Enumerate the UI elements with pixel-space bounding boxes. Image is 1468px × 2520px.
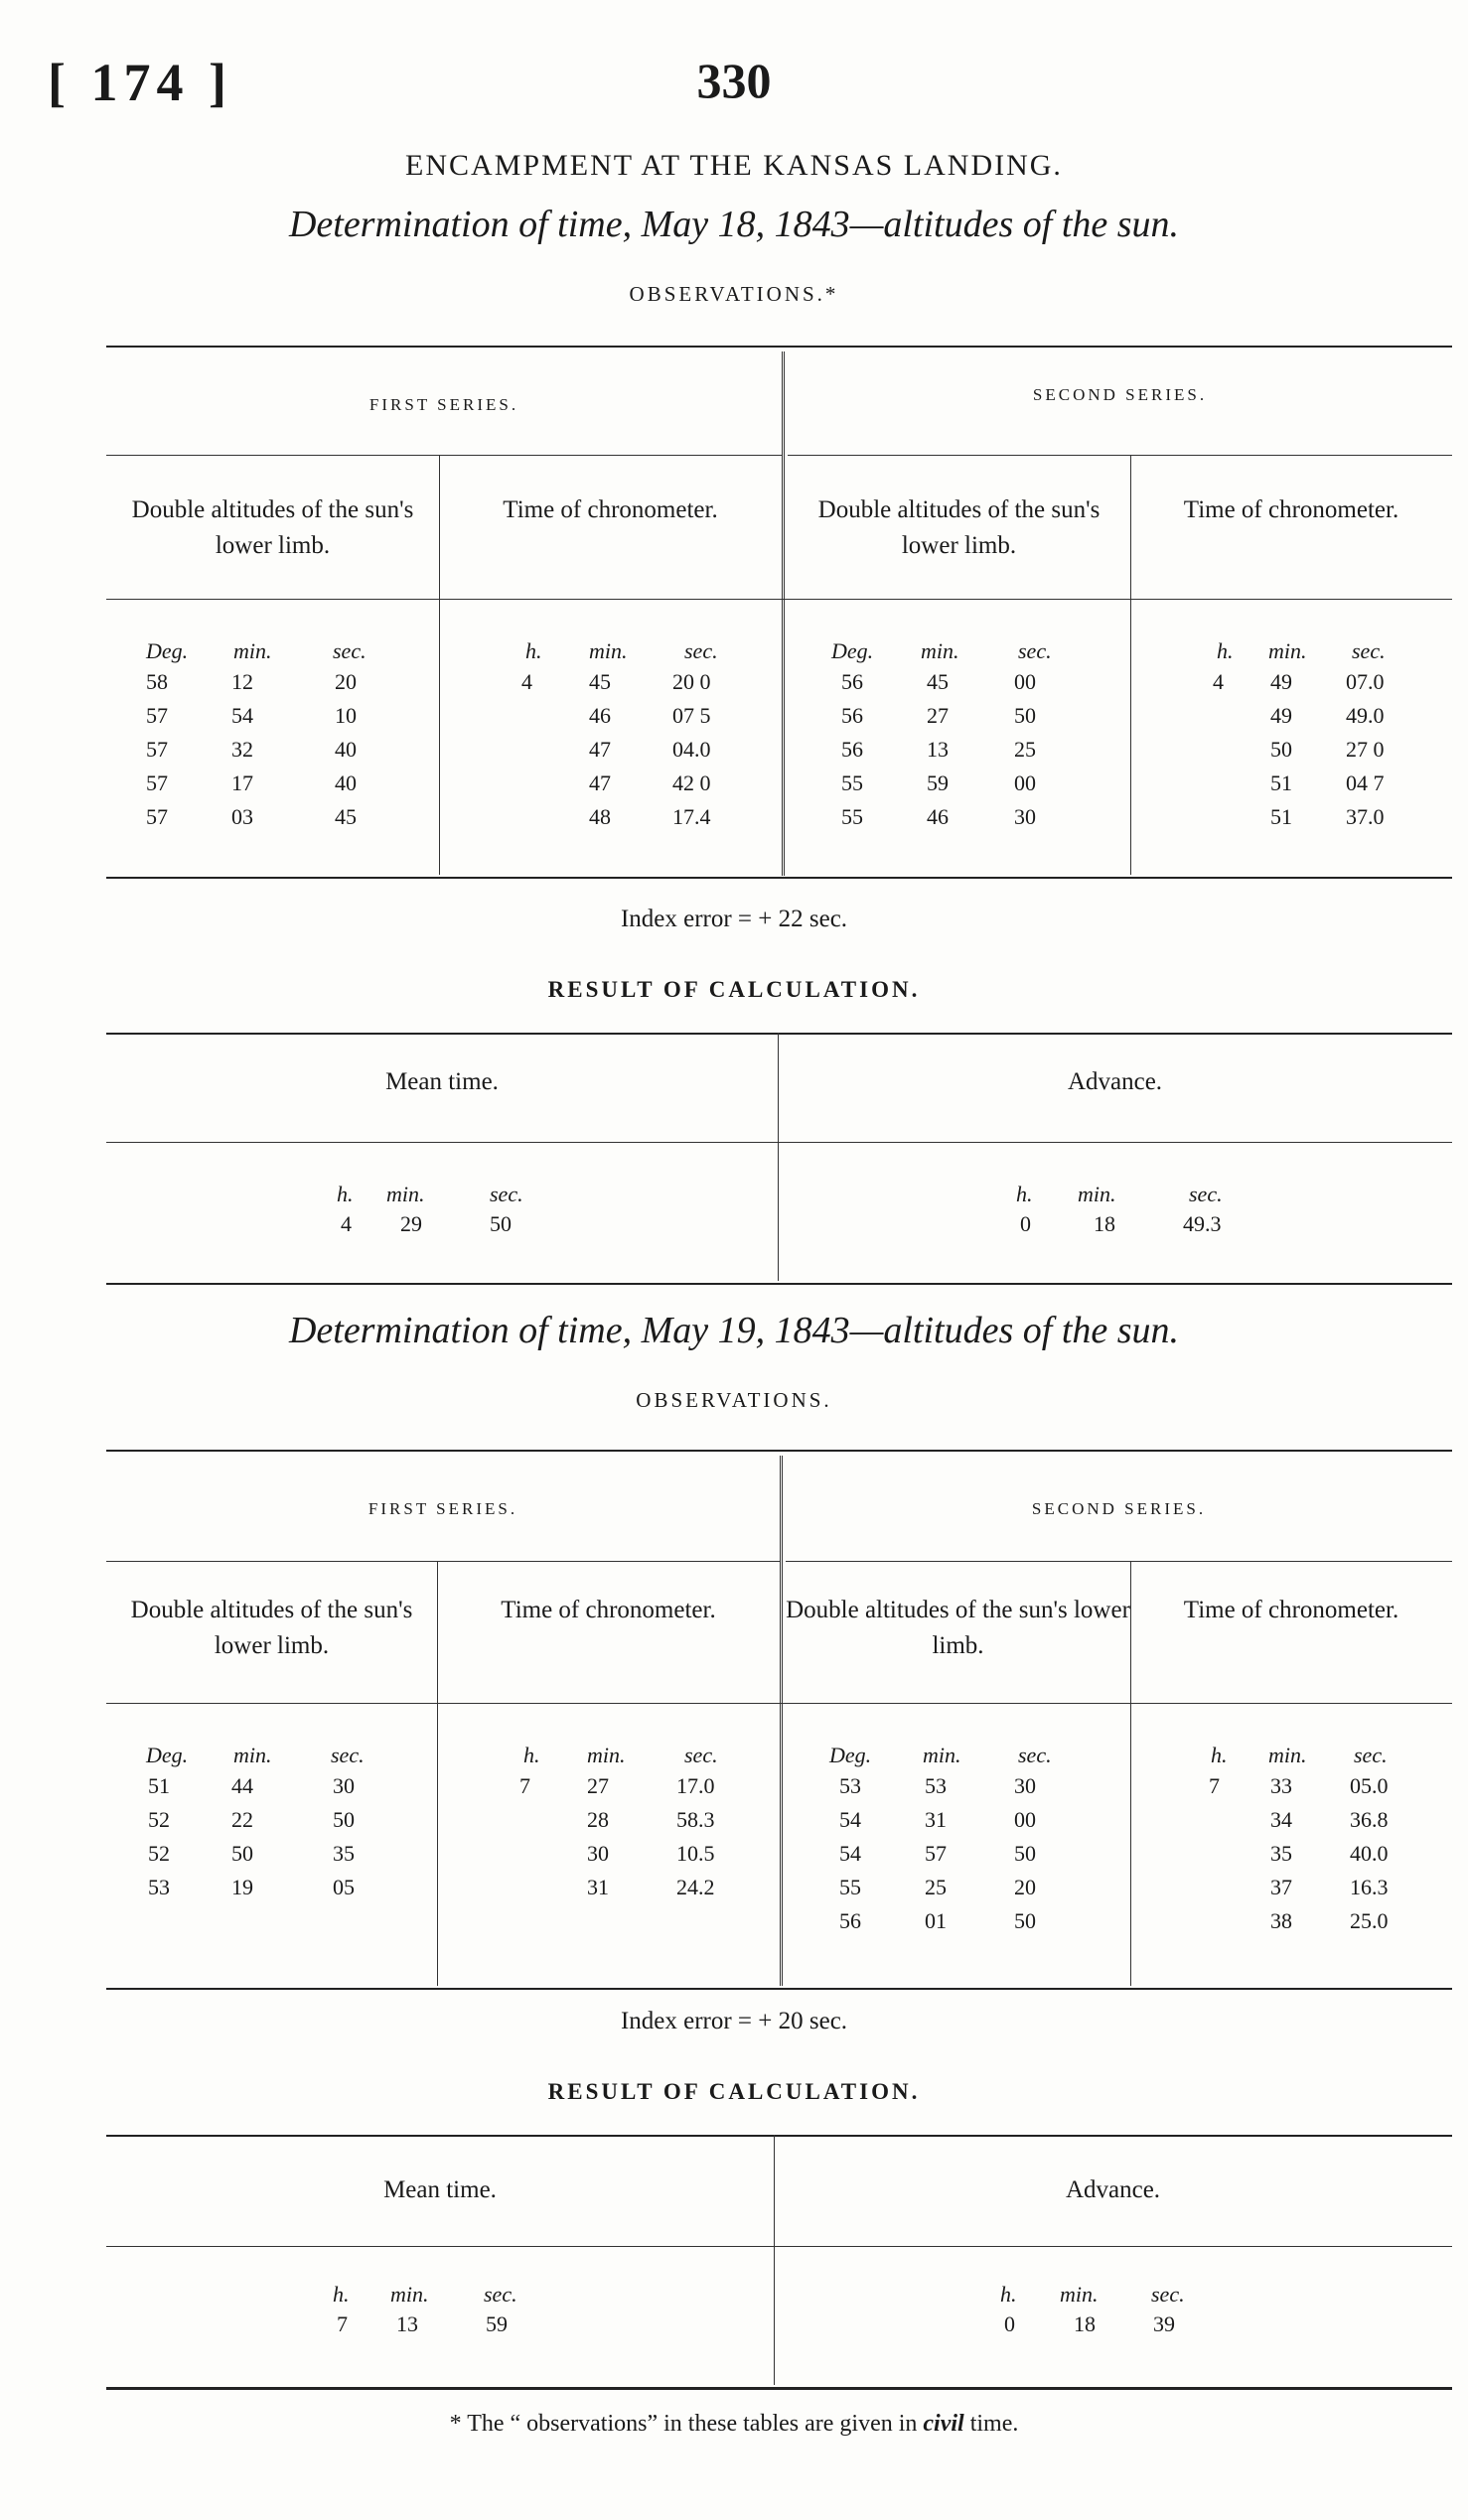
section1-subtitle: Determination of time, May 18, 1843—altitudes of the sun. xyxy=(288,204,1180,245)
table-row: 51 37.0 xyxy=(1270,804,1385,829)
section2-second-series-label: SECOND SERIES. xyxy=(1031,1499,1207,1518)
section2-first-series-label: FIRST SERIES. xyxy=(367,1499,518,1518)
section1-first-time-header: Time of chronometer. xyxy=(503,496,718,523)
time-hour: 4 xyxy=(521,669,532,694)
footnote: * The “ observations” in these tables are given in civil time. xyxy=(449,2411,1019,2437)
table-row: 54 57 50 xyxy=(839,1841,1036,1866)
table-row: 55 46 30 xyxy=(841,804,1036,829)
section1-result-caption: RESULT OF CALCULATION. xyxy=(547,977,921,1002)
table-row: 49 07.0 xyxy=(1270,669,1385,694)
table-row: 48 17.4 xyxy=(589,804,711,829)
unit-sec: sec. xyxy=(1018,638,1052,663)
unit-deg: Deg. xyxy=(146,638,189,663)
unit-min: min. xyxy=(921,638,959,663)
unit-sec: sec. xyxy=(1018,1743,1052,1767)
table-row: 31 24.2 xyxy=(587,1875,715,1899)
section2-result-caption: RESULT OF CALCULATION. xyxy=(547,2079,921,2104)
section2-result-table xyxy=(106,2135,1452,2395)
document-reference: [ 174 ] xyxy=(48,53,232,112)
section2-observations-table xyxy=(106,1450,1452,1996)
unit-sec: sec. xyxy=(333,638,367,663)
section1-advance-value: 0 18 49.3 xyxy=(1020,1211,1222,1236)
unit-h: h. xyxy=(523,1743,540,1767)
section1-second-time-header: Time of chronometer. xyxy=(1183,496,1399,523)
unit-h: h. xyxy=(1217,638,1234,663)
table-row: 47 04.0 xyxy=(589,737,711,762)
unit-h: h. xyxy=(1016,1182,1033,1206)
unit-sec: sec. xyxy=(490,1182,523,1206)
table-row: 56 27 50 xyxy=(841,703,1036,728)
unit-min: min. xyxy=(1078,1182,1116,1206)
table-row: 53 19 05 xyxy=(148,1875,355,1899)
section2-first-altitude-header: Double altitudes of the sun's lower limb. xyxy=(130,1597,413,1659)
time-hour: 7 xyxy=(519,1773,530,1798)
section1-second-altitude-header: Double altitudes of the sun's lower limb. xyxy=(817,496,1101,559)
section1-observations-caption: OBSERVATIONS.* xyxy=(629,282,839,306)
section1-first-altitude-header: Double altitudes of the sun's lower limb. xyxy=(131,496,414,559)
section1-mean-time-value: 4 29 50 xyxy=(341,1211,512,1236)
unit-min: min. xyxy=(589,638,628,663)
table-row: 27 17.0 xyxy=(587,1773,715,1798)
table-row: 55 25 20 xyxy=(839,1875,1036,1899)
unit-sec: sec. xyxy=(1189,1182,1223,1206)
unit-h: h. xyxy=(333,2282,350,2307)
table-row: 52 22 50 xyxy=(148,1807,355,1832)
section2-observations-caption: OBSERVATIONS. xyxy=(636,1388,832,1412)
table-row: 30 10.5 xyxy=(587,1841,715,1866)
section1-observations-table xyxy=(106,346,1452,887)
time-hour: 4 xyxy=(1213,669,1224,694)
time-hour: 7 xyxy=(1209,1773,1220,1798)
table-row: 57 03 45 xyxy=(146,804,357,829)
unit-min: min. xyxy=(1060,2282,1099,2307)
unit-min: min. xyxy=(386,1182,425,1206)
unit-min: min. xyxy=(1268,1743,1307,1767)
table-row: 54 31 00 xyxy=(839,1807,1036,1832)
table-row: 33 05.0 xyxy=(1270,1773,1389,1798)
unit-min: min. xyxy=(233,638,272,663)
unit-h: h. xyxy=(1000,2282,1017,2307)
unit-sec: sec. xyxy=(331,1743,365,1767)
table-row: 56 45 00 xyxy=(841,669,1036,694)
unit-deg: Deg. xyxy=(831,638,874,663)
table-row: 45 20 0 xyxy=(589,669,711,694)
unit-min: min. xyxy=(587,1743,626,1767)
section1-mean-time-label: Mean time. xyxy=(385,1068,499,1095)
section1-second-series-label: SECOND SERIES. xyxy=(1032,385,1208,404)
table-row: 37 16.3 xyxy=(1270,1875,1389,1899)
unit-min: min. xyxy=(1268,638,1307,663)
unit-min: min. xyxy=(390,2282,429,2307)
table-row: 56 13 25 xyxy=(841,737,1036,762)
table-row: 58 12 20 xyxy=(146,669,357,694)
table-row: 56 01 50 xyxy=(839,1908,1036,1933)
section1-first-series-label: FIRST SERIES. xyxy=(368,395,519,414)
section1-result-table xyxy=(106,1033,1452,1291)
unit-sec: sec. xyxy=(484,2282,517,2307)
table-row: 55 59 00 xyxy=(841,770,1036,795)
unit-sec: sec. xyxy=(1354,1743,1388,1767)
section2-second-altitude-header: Double altitudes of the sun's lower limb. xyxy=(786,1597,1130,1659)
table-row: 57 54 10 xyxy=(146,703,357,728)
table-row: 35 40.0 xyxy=(1270,1841,1389,1866)
unit-min: min. xyxy=(923,1743,961,1767)
section2-mean-time-value: 7 13 59 xyxy=(337,2311,508,2336)
table-row: 38 25.0 xyxy=(1270,1908,1389,1933)
page-title: ENCAMPMENT AT THE KANSAS LANDING. xyxy=(405,149,1063,182)
unit-min: min. xyxy=(233,1743,272,1767)
table-row: 34 36.8 xyxy=(1270,1807,1389,1832)
section2-mean-time-label: Mean time. xyxy=(383,2176,497,2203)
unit-sec: sec. xyxy=(1352,638,1386,663)
table-row: 49 49.0 xyxy=(1270,703,1385,728)
table-row: 57 32 40 xyxy=(146,737,357,762)
unit-h: h. xyxy=(1211,1743,1228,1767)
section1-index-error: Index error = + 22 sec. xyxy=(620,906,848,932)
section2-subtitle: Determination of time, May 19, 1843—altitudes of the sun. xyxy=(288,1310,1180,1351)
table-row: 47 42 0 xyxy=(589,770,711,795)
unit-h: h. xyxy=(525,638,542,663)
unit-sec: sec. xyxy=(684,1743,718,1767)
section2-second-time-header: Time of chronometer. xyxy=(1183,1597,1399,1623)
unit-h: h. xyxy=(337,1182,354,1206)
table-row: 53 53 30 xyxy=(839,1773,1036,1798)
table-row: 52 50 35 xyxy=(148,1841,355,1866)
section2-first-time-header: Time of chronometer. xyxy=(501,1597,716,1623)
page-header xyxy=(0,52,1468,121)
table-row: 51 44 30 xyxy=(148,1773,355,1798)
section2-advance-label: Advance. xyxy=(1065,2176,1161,2203)
unit-sec: sec. xyxy=(1151,2282,1185,2307)
page-number: 330 xyxy=(696,53,772,108)
section1-advance-label: Advance. xyxy=(1067,1068,1163,1095)
table-row: 51 04 7 xyxy=(1270,770,1385,795)
unit-deg: Deg. xyxy=(146,1743,189,1767)
table-row: 50 27 0 xyxy=(1270,737,1385,762)
table-row: 46 07 5 xyxy=(589,703,711,728)
section2-advance-value: 0 18 39 xyxy=(1004,2311,1175,2336)
table-row: 28 58.3 xyxy=(587,1807,715,1832)
unit-sec: sec. xyxy=(684,638,718,663)
section2-index-error: Index error = + 20 sec. xyxy=(620,2008,848,2034)
unit-deg: Deg. xyxy=(829,1743,872,1767)
table-row: 57 17 40 xyxy=(146,770,357,795)
